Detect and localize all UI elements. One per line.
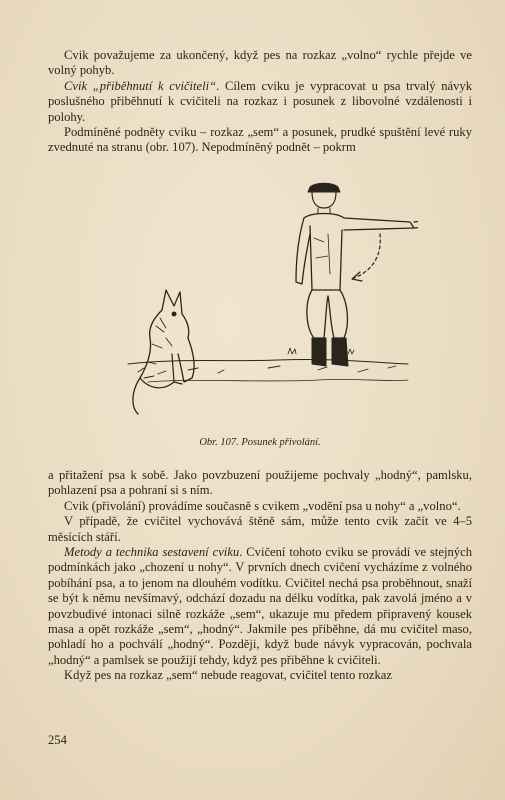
figure-caption: Obr. 107. Posunek přivolání. bbox=[199, 437, 321, 448]
paragraph-text: Cvik (přivolání) provádíme současně s cvikem „vodění psa u nohy“ a „volno“. bbox=[64, 498, 461, 513]
italic-heading: Cvik „přiběhnutí k cvičiteli“ bbox=[64, 78, 217, 93]
page-number: 254 bbox=[48, 733, 67, 747]
paragraph bbox=[48, 79, 472, 125]
paragraph-text: V případě, že cvičitel vychovává štěně sám, může tento cvik začít ve 4–5 měsících stáří. bbox=[48, 514, 472, 544]
paragraph bbox=[48, 545, 472, 668]
paragraph-text: Podmíněné podněty cviku – rozkaz „sem“ a posunek, prudké spuštění levé ruky zvednuté na stranu (obr. 107). Nepodmíněný podnět – pokrm bbox=[48, 125, 472, 155]
top-text-block bbox=[48, 48, 472, 156]
paragraph bbox=[48, 499, 472, 514]
paragraph bbox=[48, 125, 472, 156]
trainer-dog-illustration bbox=[118, 178, 418, 430]
bottom-text-block bbox=[48, 468, 472, 684]
paragraph-text: Když pes na rozkaz „sem“ nebude reagovat, cvičitel tento rozkaz bbox=[64, 668, 392, 683]
paragraph-text: Cvik považujeme za ukončený, když pes na rozkaz „volno“ rychle přejde ve volný pohyb. bbox=[48, 48, 472, 78]
italic-heading: Metody a technika sestavení cviku bbox=[64, 545, 240, 560]
paragraph bbox=[48, 514, 472, 545]
paragraph-text: a přitažení psa k sobě. Jako povzbuzení použijeme pochvaly „hodný“, pamlsku, pohlazení psa a pohraní si s ním. bbox=[48, 468, 472, 498]
paragraph bbox=[48, 468, 472, 499]
paragraph-text: . Cvičení tohoto cviku se provádí ve stejných podmínkách jako „chození u nohy“. V prvních dnech cvičení vycházíme z volného pobíhání psa, a to jenom na dlouhém vodítku. Cvičitel nechá psa proběhnout, snaží se být k němu nevšímavý, odchází dozadu na délku vodítka, pak zavolá jméno a v povzbudivé intonaci silně rozkáže „sem“, ukazuje mu předem připravený kousek masa a opět rozkáže „sem“, „hodný“. Jakmile pes přiběhne, dá mu cvičitel maso, pohladí ho a pochválí „hodný“. Později, když bude návyk vypracován, pochvala „hodný“ a pamlsek se použijí tehdy, když pes přiběhne k cvičiteli. bbox=[48, 545, 472, 667]
paragraph-text: . Cílem cviku je vypracovat u psa trvalý návyk poslušného přiběhnutí k cvičiteli na rozkaz i posunek z libovolné vzdálenosti i polohy. bbox=[48, 78, 472, 124]
paragraph bbox=[48, 668, 472, 683]
paragraph bbox=[48, 48, 472, 79]
